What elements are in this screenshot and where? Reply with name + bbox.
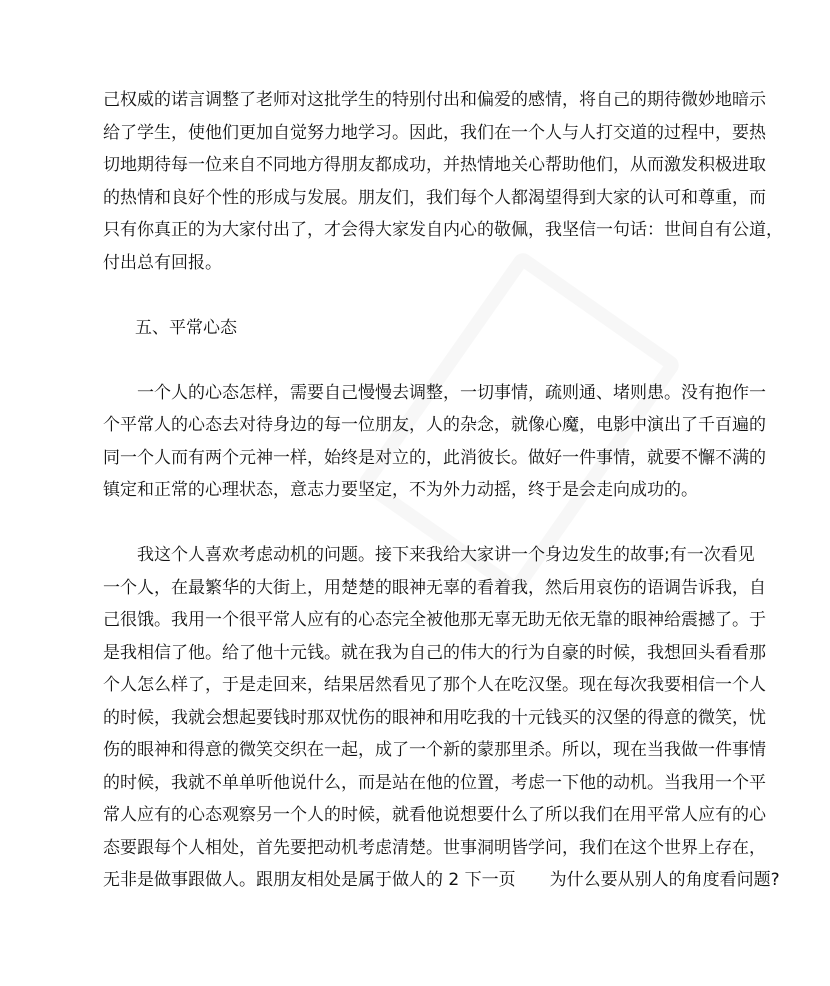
text-line: 同一个人而有两个元神一样，始终是对立的，此消彼长。做好一件事情，就要不懈不满的 [103,447,766,468]
text-line: 的热情和良好个性的形成与发展。朋友们，我们每个人都渴望得到大家的认可和尊重，而 [103,187,766,208]
text-line: 一个人，在最繁华的大街上，用楚楚的眼神无辜的看着我，然后用哀伤的语调告诉我，自 [103,577,766,598]
paragraph-1 [103,84,783,279]
text-line: 切地期待每一位来自不同地方得朋友都成功，并热情地关心帮助他们，从而激发积极进取 [103,155,766,175]
paragraph-2 [103,377,766,507]
text-line: 只有你真正的为大家付出了，才会得大家发自内心的敬佩，我坚信一句话：世间自有公道， [103,220,783,240]
text-line: 一个人的心态怎样，需要自己慢慢去调整，一切事情，疏则通、堵则患。没有抱作一 [137,382,766,403]
text-line: 常人应有的心态观察另一个人的时候，就看他说想要什么了所以我们在用平常人应有的心 [103,805,766,825]
text-line: 无非是做事跟做人。跟朋友相处是属于做人的 2 下一页 为什么要从别人的角度看问题? [103,870,780,890]
text-line: 己很饿。我用一个很平常人应有的心态完全被他那无辜无助无依无靠的眼神给震撼了。于 [103,610,766,630]
text-line: 己权威的诺言调整了老师对这批学生的特别付出和偏爱的感情，将自己的期待微妙地暗示 [103,90,766,110]
text-line: 我这个人喜欢考虑动机的问题。接下来我给大家讲一个身边发生的故事;有一次看见 [137,545,755,565]
text-line: 给了学生，使他们更加自觉努力地学习。因此，我们在一个人与人打交道的过程中，要热 [103,122,766,143]
text-line: 付出总有回报。 [103,252,222,273]
text-line: 是我相信了他。给了他十元钱。就在我为自己的伟大的行为自豪的时候，我想回头看看那 [103,642,766,663]
text-line: 个平常人的心态去对待身边的每一位朋友，人的杂念，就像心魔，电影中演出了千百遍的 [103,415,766,435]
document-page [103,84,783,897]
paragraph-3 [103,539,780,897]
text-line: 镇定和正常的心理状态，意志力要坚定，不为外力动摇，终于是会走向成功的。 [103,480,698,500]
text-line: 的时候，我就会想起要钱时那双忧伤的眼神和用吃我的十元钱买的汉堡的得意的微笑，忧 [103,707,766,728]
text-line: 的时候，我就不单单听他说什么，而是站在他的位置，考虑一下他的动机。当我用一个平 [103,772,766,793]
section-heading: 五、平常心态 [135,317,237,338]
text-line: 个人怎么样了，于是走回来，结果居然看见了那个人在吃汉堡。现在每次我要相信一个人 [103,675,766,695]
text-line: 伤的眼神和得意的微笑交织在一起，成了一个新的蒙那里杀。所以，现在当我做一件事情 [103,740,766,760]
text-line: 态要跟每个人相处，首先要把动机考虑清楚。世事洞明皆学问，我们在这个世界上存在， [103,837,766,858]
